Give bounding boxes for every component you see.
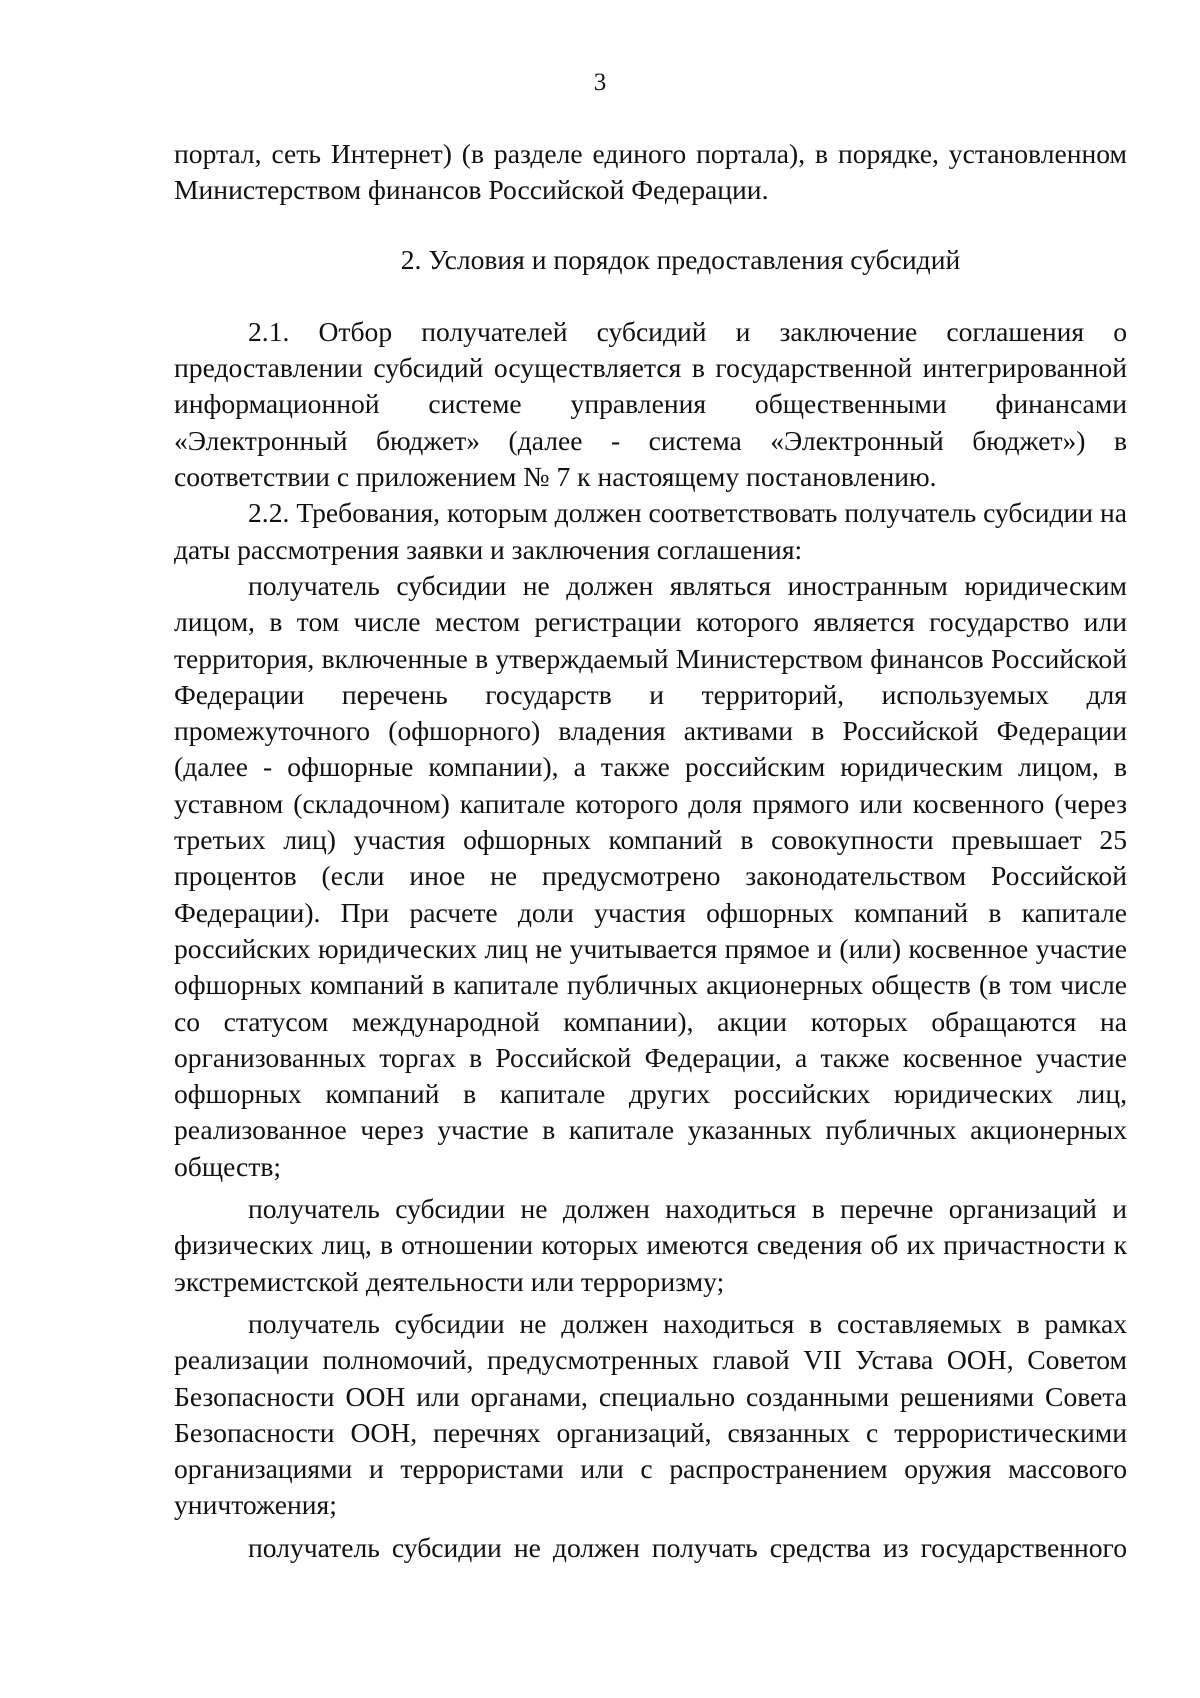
- requirement-un-lists: получатель субсидии не должен находиться в составляемых в рамках реализации полномочий, предусмотренных главой VII Устава ООН, Советом Безопасности ООН или органами, специально созданными решениями Совета Безопасности ООН, перечнях организаций, связанных с террористическими организациями и террористами или с распространением оружия массового уничтожения;: [174, 1307, 1127, 1521]
- paragraph-2-2: 2.2. Требования, которым должен соответствовать получатель субсидии на даты рассмотрения заявки и заключения соглашения:: [174, 497, 1127, 565]
- page-number: 3: [593, 69, 607, 96]
- document-body: [174, 136, 1127, 1566]
- requirement-offshore: получатель субсидии не должен являться иностранным юридическим лицом, в том числе местом регистрации которого является государство или территория, включенные в утверждаемый Министерством финансов Российской Федерации перечень государств и территорий, используемых для промежуточного (офшорного) владения активами в Российской Федерации (далее - офшорные компании), а также российским юридическим лицом, в уставном (складочном) капитале которого доля прямого или косвенного (через третьих лиц) участия офшорных компаний в совокупности превышает 25 процентов (если иное не предусмотрено законодательством Российской Федерации). При расчете доли участия офшорных компаний в капитале российских юридических лиц не учитывается прямое и (или) косвенное участие офшорных компаний в капитале публичных акционерных обществ (в том числе со статусом международной компании), акции которых обращаются на организованных торгах в Российской Федерации, а также косвенное участие офшорных компаний в капитале других российских юридических лиц, реализованное через участие в капитале указанных публичных акционерных обществ;: [174, 569, 1127, 1182]
- requirement-state-funds: получатель субсидии не должен получать средства из государственного: [248, 1531, 1127, 1563]
- paragraph-2-1: 2.1. Отбор получателей субсидий и заключение соглашения о предоставлении субсидий осуществляется в государственной интегрированной информационной системе управления общественными финансами «Электронный бюджет» (далее - система «Электронный бюджет») в соответствии с приложением № 7 к настоящему постановлению.: [174, 315, 1127, 493]
- section-title: 2. Условия и порядок предоставления субсидий: [400, 243, 961, 275]
- intro-paragraph: портал, сеть Интернет) (в разделе единого портала), в порядке, установленном Министерством финансов Российской Федерации.: [174, 138, 1127, 206]
- requirement-extremism: получатель субсидии не должен находиться в перечне организаций и физических лиц, в отношении которых имеются сведения об их причастности к экстремистской деятельности или терроризму;: [174, 1193, 1127, 1297]
